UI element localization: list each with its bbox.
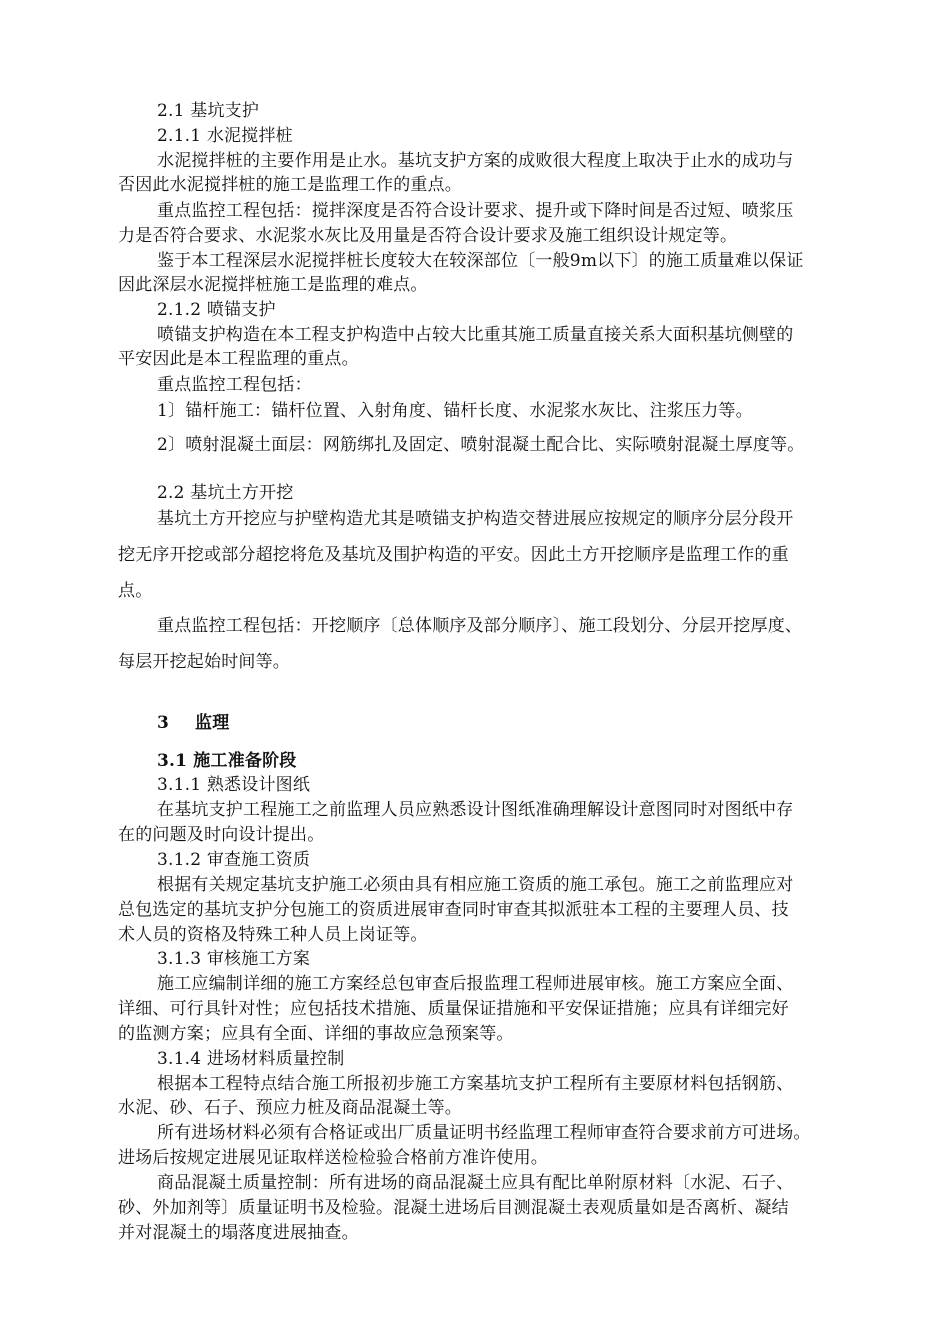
paragraph-line: 商品混凝土质量控制：所有进场的商品混凝土应具有配比单附原材料〔水泥、石子、 xyxy=(157,1173,794,1193)
paragraph-line: 进场后按规定进展见证取样送检检验合格前方准许使用。 xyxy=(118,1148,548,1168)
paragraph-line: 在的问题及时向设计提出。 xyxy=(118,825,325,845)
paragraph-line: 重点监控工程包括：搅拌深度是否符合设计要求、提升或下降时间是否过短、喷浆压 xyxy=(157,201,794,221)
paragraph-line: 基坑土方开挖应与护壁构造尤其是喷锚支护构造交替进展应按规定的顺序分层分段开 xyxy=(157,509,794,529)
paragraph-line: 在基坑支护工程施工之前监理人员应熟悉设计图纸准确理解设计意图同时对图纸中存 xyxy=(157,800,794,820)
paragraph-line: 砂、外加剂等〕质量证明书及检验。混凝土进场后目测混凝土表观质量如是否离析、凝结 xyxy=(118,1198,789,1218)
paragraph-line: 力是否符合要求、水泥浆水灰比及用量是否符合设计要求及施工组织设计规定等。 xyxy=(118,226,738,246)
list-item: 2〕喷射混凝土面层：网筋绑扎及固定、喷射混凝土配合比、实际喷射混凝土厚度等。 xyxy=(157,435,805,455)
paragraph-line: 鉴于本工程深层水泥搅拌桩长度较大在较深部位〔一般9m以下〕的施工质量难以保证 xyxy=(157,251,804,271)
paragraph-line: 否因此水泥搅拌桩的施工是监理工作的重点。 xyxy=(118,175,462,195)
paragraph-line: 每层开挖起始时间等。 xyxy=(118,652,290,672)
paragraph-line: 术人员的资格及特殊工种人员上岗证等。 xyxy=(118,925,428,945)
list-item: 1〕锚杆施工：锚杆位置、入射角度、锚杆长度、水泥浆水灰比、注浆压力等。 xyxy=(157,401,753,421)
paragraph-line: 挖无序开挖或部分超挖将危及基坑及围护构造的平安。因此土方开挖顺序是监理工作的重 xyxy=(118,545,789,565)
heading-2-2: 2.2 基坑土方开挖 xyxy=(157,483,294,503)
heading-3 xyxy=(157,712,890,734)
paragraph-line: 重点监控工程包括： xyxy=(157,375,312,395)
paragraph-line: 根据有关规定基坑支护施工必须由具有相应施工资质的施工承包。施工之前监理应对 xyxy=(157,875,794,895)
paragraph-line: 水泥、砂、石子、预应力桩及商品混凝土等。 xyxy=(118,1098,462,1118)
paragraph-line: 水泥搅拌桩的主要作用是止水。基坑支护方案的成败很大程度上取决于止水的成功与 xyxy=(157,151,794,171)
paragraph-line: 的监测方案；应具有全面、详细的事故应急预案等。 xyxy=(118,1024,514,1044)
heading-2-1-1: 2.1.1 水泥搅拌桩 xyxy=(157,126,293,146)
heading-3-1-3: 3.1.3 审核施工方案 xyxy=(157,949,311,969)
paragraph-line: 所有进场材料必须有合格证或出厂质量证明书经监理工程师审查符合要求前方可进场。 xyxy=(157,1123,811,1143)
paragraph-line: 详细、可行具针对性；应包括技术措施、质量保证措施和平安保证措施；应具有详细完好 xyxy=(118,999,789,1019)
heading-3-1-2: 3.1.2 审查施工资质 xyxy=(157,850,311,870)
paragraph-line: 并对混凝土的塌落度进展抽查。 xyxy=(118,1223,359,1243)
heading-2-1-2: 2.1.2 喷锚支护 xyxy=(157,300,276,320)
paragraph-line: 喷锚支护构造在本工程支护构造中占较大比重其施工质量直接关系大面积基坑侧壁的 xyxy=(157,325,794,345)
paragraph-line: 因此深层水泥搅拌桩施工是监理的难点。 xyxy=(118,275,428,295)
paragraph-line: 总包选定的基坑支护分包施工的资质进展审查同时审查其拟派驻本工程的主要理人员、技 xyxy=(118,900,789,920)
heading-3-number: 3 xyxy=(157,713,170,733)
paragraph-line: 平安因此是本工程监理的重点。 xyxy=(118,349,359,369)
heading-3-1: 3.1 施工准备阶段 xyxy=(157,751,297,771)
paragraph-line: 施工应编制详细的施工方案经总包审查后报监理工程师进展审核。施工方案应全面、 xyxy=(157,974,794,994)
paragraph-line: 根据本工程特点结合施工所报初步施工方案基坑支护工程所有主要原材料包括钢筋、 xyxy=(157,1074,794,1094)
heading-2-1: 2.1 基坑支护 xyxy=(157,101,260,121)
paragraph-line: 重点监控工程包括：开挖顺序〔总体顺序及部分顺序〕、施工段划分、分层开挖厚度、 xyxy=(157,616,803,636)
heading-3-1-1: 3.1.1 熟悉设计图纸 xyxy=(157,775,311,795)
paragraph-line: 点。 xyxy=(118,581,153,601)
heading-3-title: 监理 xyxy=(195,713,230,733)
heading-3-1-4: 3.1.4 进场材料质量控制 xyxy=(157,1049,345,1069)
